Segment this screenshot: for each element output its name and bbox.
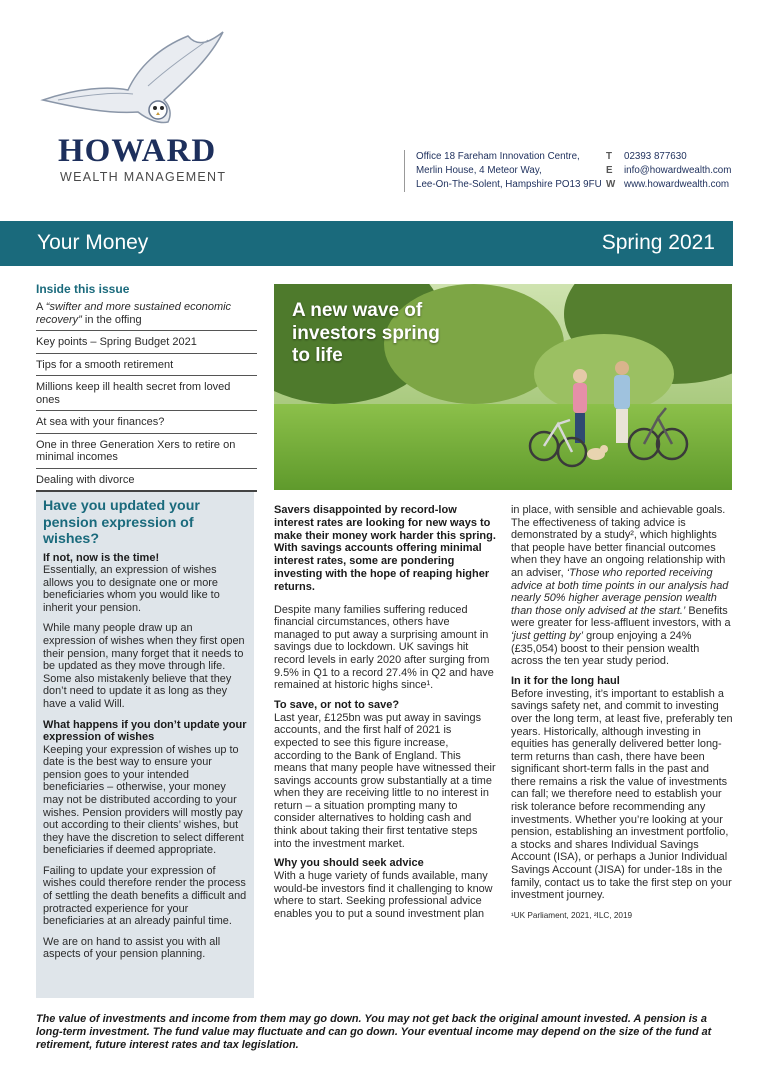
sidebar-title: Have you updated your pension expression of wishes?	[43, 498, 200, 547]
contact-email	[606, 164, 731, 178]
article-paragraph: in place, with sensible and achievable goals. The effectiveness of taking advice is demonstrated by a study², which highlights that people have better financial outcomes when they have an ongoing relationship with an adviser, ‘Those who reported receiving advice at both time points in our analysis had nearly 50% higher average pension wealth than those only advised at the start.’ Benefits were greater for less-affluent investors, with a ‘just getting by’ group enjoying a 24% (£35,054) boost to their pension wealth across the ten year study period.	[511, 504, 731, 668]
address-line: Merlin House, 4 Meteor Way,	[416, 165, 542, 176]
issue-item[interactable]: Dealing with divorce	[36, 473, 257, 493]
sidebar-paragraph: We are on hand to assist you with all aspects of your pension planning.	[43, 935, 221, 961]
issue-item[interactable]: Tips for a smooth retirement	[36, 358, 257, 377]
hero-photo	[274, 284, 732, 490]
contact-website	[606, 178, 731, 192]
issue-item[interactable]: One in three Generation Xers to retire on minimal incomes	[36, 438, 257, 469]
article-paragraph: Before investing, it’s important to establish a savings safety net, and commit to investing over the long term, at least five, preferably ten years. Historically, although investing in equities has generally delivered better long-term returns than cash, there have been significant short-term falls in the past and there remains a risk the value of investments can fall; we therefore need to establish your risk tolerance before recommending any investments. Whether you’re looking at your pension, establishing an investment portfolio, a stocks and shares Individual Savings Account (ISA), or perhaps a Junior Individual Savings Account (JISA) for under-18s in the family, contact us to take the first step on your investment journey.	[511, 687, 733, 902]
article-footnote: ¹UK Parliament, 2021, ²ILC, 2019	[511, 910, 633, 920]
issue-season: Spring 2021	[601, 231, 715, 254]
issue-item[interactable]: A “swifter and more sustained economic recovery” in the offing	[36, 300, 257, 331]
address-line: Office 18 Fareham Innovation Centre,	[416, 151, 580, 162]
sidebar-paragraph: While many people draw up an expression of wishes when they first open their pension, many forget that it needs to be updated as they move through life. Some also mistakenly believe that they don’t need to update it as long as they have a valid Will.	[43, 622, 245, 710]
issue-item[interactable]: At sea with your finances?	[36, 415, 257, 434]
sidebar-paragraph: Essentially, an expression of wishes allows you to designate one or more beneficiaries whom you would like to inherit your pension.	[43, 564, 220, 614]
contact-details	[606, 150, 731, 192]
newsletter-title: Your Money	[37, 231, 149, 254]
sidebar-paragraph: Failing to update your expression of wishes could therefore render the process of settling the death benefits a difficult and protracted experience for your beneficiaries at an already painful time.	[43, 864, 247, 928]
contact-phone	[606, 150, 731, 164]
article-paragraph: With a huge variety of funds available, many would-be investors find it challenging to know where to start. Seeking professional advice enables you to put a sound investment plan	[274, 870, 493, 921]
inside-this-issue	[36, 282, 257, 496]
inside-title: Inside this issue	[36, 282, 130, 296]
office-address	[404, 150, 602, 192]
brand-subtitle: WEALTH MANAGEMENT	[60, 170, 227, 184]
phone-number[interactable]: 02393 877630	[624, 151, 687, 162]
sidebar-subheading: What happens if you don’t update your expression of wishes	[43, 718, 247, 744]
issue-item[interactable]: Key points – Spring Budget 2021	[36, 335, 257, 354]
brand-name: HOWARD	[58, 133, 217, 169]
sidebar-paragraph: Keeping your expression of wishes up to date is the best way to ensure your pension goes to your intended beneficiaries – otherwise, your money may not be distributed according to your wishes. Pension providers will mostly pay out according to their clients’ wishes, but they have the discretion to select different beneficiaries if deemed appropriate.	[43, 743, 244, 857]
article-paragraph: Despite many families suffering reduced financial circumstances, others have managed to put away a surprising amount in savings due to lockdown. UK savings hit record levels in early 2020 after surging from 9.5% in Q1 to a record 27.4% in Q2 and have remained at historic highs since¹.	[274, 603, 494, 692]
article-column-2	[511, 504, 733, 928]
article-lede: Savers disappointed by record-low interest rates are looking for new ways to make their money work harder this spring. With savings accounts offering minimal interest rates, some are pondering investing with the hope of reaping higher returns.	[274, 504, 496, 593]
article-subheading: Why you should seek advice	[274, 857, 424, 870]
article-subheading: To save, or not to save?	[274, 698, 400, 711]
contact-key: T	[606, 151, 612, 162]
article-headline: A new wave of investors spring to life	[292, 300, 440, 366]
contact-key: W	[606, 179, 616, 190]
sidebar-subheading: If not, now is the time!	[43, 551, 160, 564]
website-link[interactable]: www.howardwealth.com	[624, 179, 730, 190]
pension-wishes-sidebar	[36, 492, 254, 998]
article-paragraph: Last year, £125bn was put away in savings accounts, and the first half of 2021 is expected to see this figure increase, according to the Bank of England. This means that many people have witnessed their savings accounts grow substantially at a time when they are receiving little to no interest in return – a situation prompting many to consider alternatives to holding cash and think about taking their first tentative steps into the investment market.	[274, 711, 496, 850]
risk-disclaimer: The value of investments and income from them may go down. You may not get back the original amount invested. A pension is a long-term investment. The fund value may fluctuate and can go down. Your eventual income may depend on the size of the fund at retirement, future interest rates and tax legislation.	[36, 1013, 712, 1051]
email-link[interactable]: info@howardwealth.com	[624, 165, 732, 176]
contact-key: E	[606, 165, 613, 176]
article-column-1	[274, 504, 496, 927]
issue-item[interactable]: Millions keep ill health secret from loved ones	[36, 380, 257, 411]
article-subheading: In it for the long haul	[511, 674, 620, 687]
address-line: Lee-On-The-Solent, Hampshire PO13 9FU	[416, 179, 602, 190]
title-banner	[0, 221, 733, 266]
